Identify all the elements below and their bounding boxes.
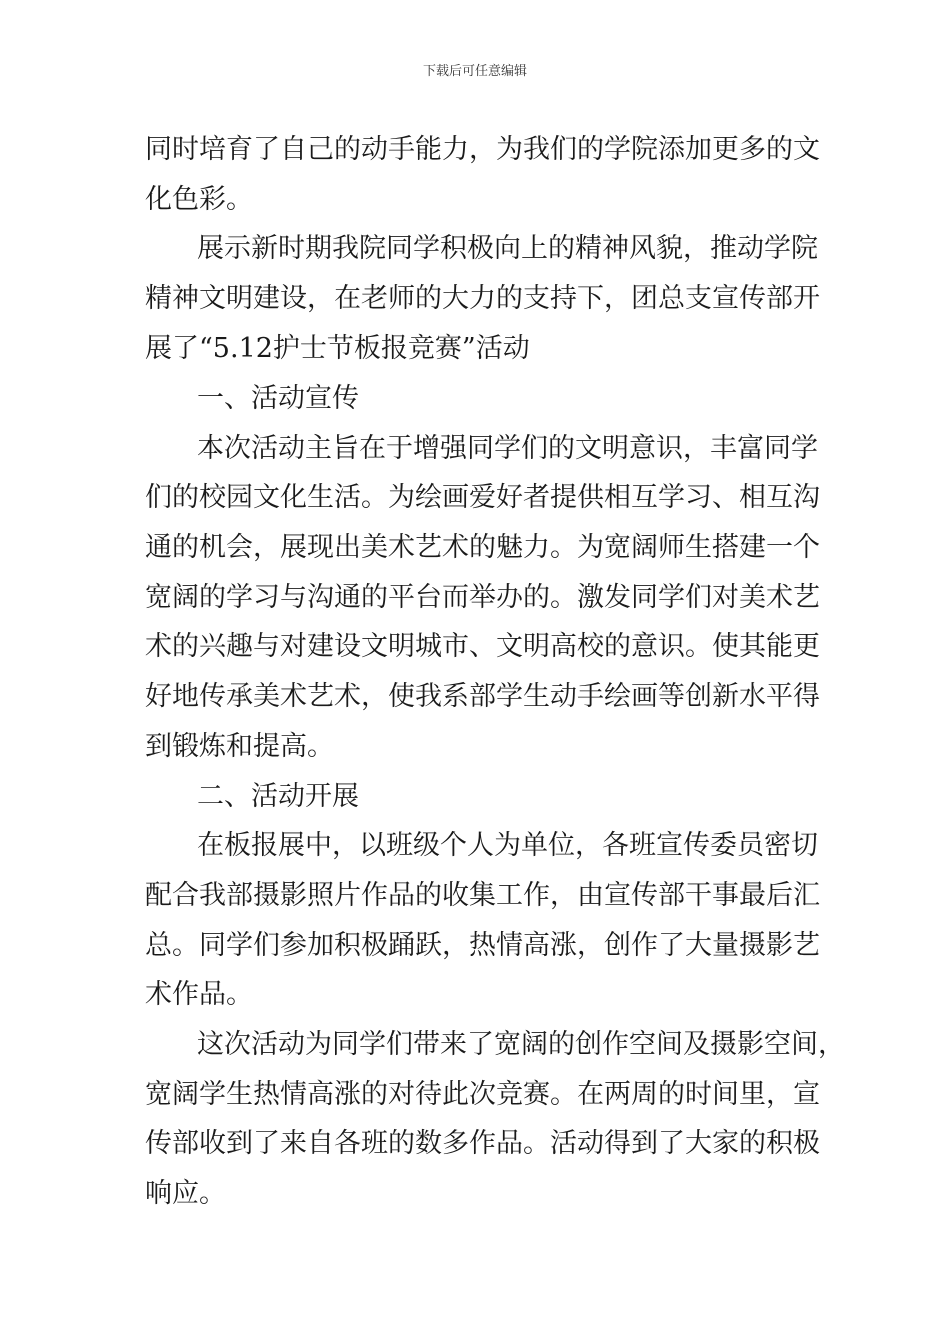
- text-line: 宽阔的学习与沟通的平台而举办的。激发同学们对美术艺: [145, 582, 820, 613]
- text-line: 传部收到了来自各班的数多作品。活动得到了大家的积极: [145, 1128, 820, 1159]
- text-line: 宽阔学生热情高涨的对待此次竞赛。在两周的时间里，宣: [145, 1079, 820, 1110]
- text-line: 同时培育了自己的动手能力，为我们的学院添加更多的文: [145, 134, 820, 165]
- text-line: 响应。: [145, 1178, 226, 1209]
- section-heading: 一、活动宣传: [197, 383, 359, 414]
- text-line: 通的机会，展现出美术艺术的魅力。为宽阔师生搭建一个: [145, 532, 820, 563]
- text-line: 配合我部摄影照片作品的收集工作，由宣传部干事最后汇: [145, 880, 820, 911]
- text-line: 化色彩。: [145, 184, 253, 215]
- page-header: 下载后可任意编辑: [422, 64, 527, 79]
- paragraph-first-line: 这次活动为同学们带来了宽阔的创作空间及摄影空间，: [197, 1029, 845, 1060]
- paragraph-first-line: 展示新时期我院同学积极向上的精神风貌，推动学院: [197, 233, 818, 264]
- text-line: 精神文明建设，在老师的大力的支持下，团总支宣传部开: [145, 283, 820, 314]
- section-heading: 二、活动开展: [197, 781, 359, 812]
- paragraph-first-line: 在板报展中，以班级个人为单位，各班宣传委员密切: [197, 830, 818, 861]
- text-line: 总。同学们参加积极踊跃，热情高涨，创作了大量摄影艺: [145, 930, 820, 961]
- paragraph-first-line: 本次活动主旨在于增强同学们的文明意识，丰富同学: [197, 433, 818, 464]
- text-line: 术作品。: [145, 979, 253, 1010]
- text-line: 术的兴趣与对建设文明城市、文明高校的意识。使其能更: [145, 631, 820, 662]
- text-line: 好地传承美术艺术，使我系部学生动手绘画等创新水平得: [145, 681, 820, 712]
- text-line: 到锻炼和提高。: [145, 731, 334, 762]
- text-line: 展了“5.12护士节板报竞赛”活动: [145, 333, 530, 364]
- text-line: 们的校园文化生活。为绘画爱好者提供相互学习、相互沟: [145, 482, 820, 513]
